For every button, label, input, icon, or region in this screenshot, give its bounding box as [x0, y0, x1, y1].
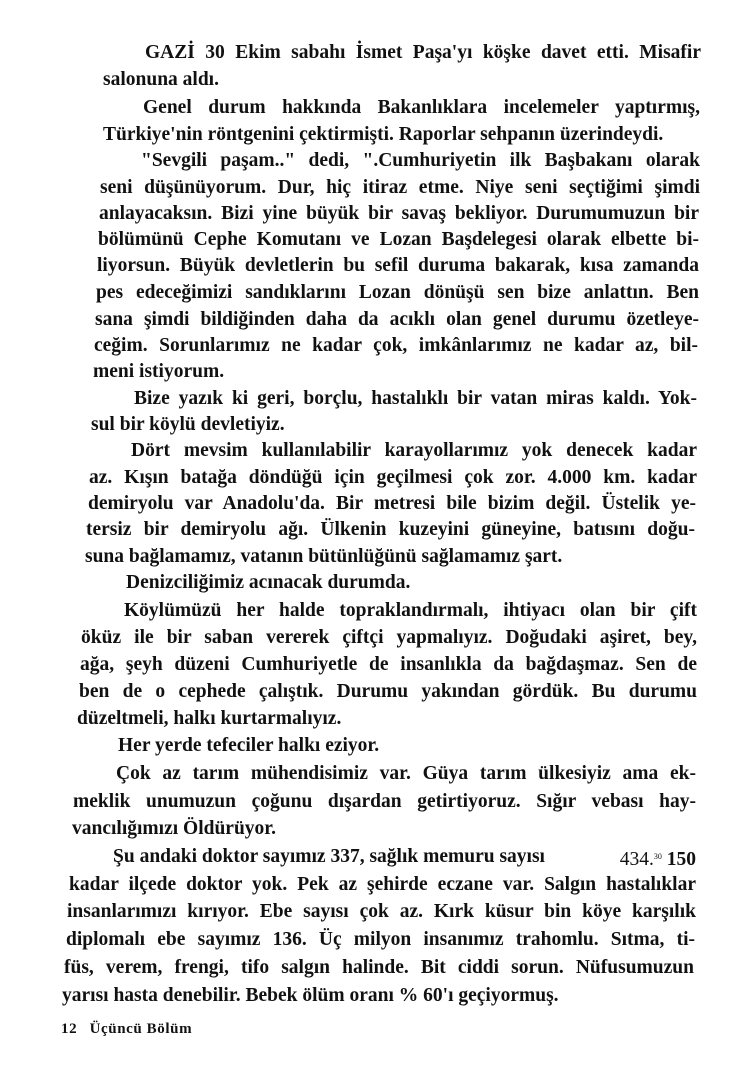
number: 434.	[619, 849, 654, 870]
text-line: ben de o cephede çalıştık. Durumu yakından gördük. Bu durumu	[79, 681, 697, 702]
page-footer	[61, 1021, 192, 1038]
text-segment: Şu andaki doktor sayımız 337, sağlık memuru sayısı	[113, 846, 545, 867]
text-line: Köylümüzü her halde topraklandırmalı, ihtiyacı olan bir çift	[124, 600, 697, 621]
text-line: Denizciliğimiz acınacak durumda.	[126, 572, 411, 593]
text-line: meklik unumuzun çoğunu dışardan getirtiyoruz. Sığır vebası hay-	[73, 791, 696, 812]
footnote-ref[interactable]: 30	[653, 852, 662, 861]
text-line: Dört mevsim kullanılabilir karayollarımız yok denecek kadar	[131, 440, 697, 461]
text-line: Her yerde tefeciler halkı eziyor.	[118, 735, 380, 756]
text-line	[113, 845, 696, 872]
text-line: suna bağlamamız, vatanın bütünlüğünü sağlamamız şart.	[85, 546, 563, 567]
text-line: vancılığımızı Öldürüyor.	[72, 818, 277, 839]
text-line: düzeltmeli, halkı kurtarmalıyız.	[77, 708, 342, 729]
text-line: demiryolu var Anadolu'da. Bir metresi bile bizim değil. Üstelik ye-	[88, 493, 696, 514]
number: 150	[666, 849, 696, 870]
text-line: ağa, şeyh düzeni Cumhuriyetle de insanlıkla da bağdaşmaz. Sen de	[80, 654, 697, 675]
text-line: diplomalı ebe sayımız 136. Üç milyon insanımız trahomlu. Sıtma, ti-	[66, 929, 695, 950]
section-title: Üçüncü Bölüm	[89, 1021, 193, 1037]
text-line: bölümünü Cephe Komutanı ve Lozan Başdelegesi olarak elbette bi-	[98, 229, 699, 250]
text-line: Genel durum hakkında Bakanlıklara incelemeler yaptırmış,	[143, 97, 700, 118]
text-line: insanlarımızı kırıyor. Ebe sayısı çok az. Kırk küsur bin köye karşılık	[67, 901, 696, 922]
text-line: salonuna aldı.	[103, 69, 219, 90]
text-line: "Sevgili paşam.." dedi, ".Cumhuriyetin ilk Başbakanı olarak	[141, 150, 700, 171]
text-line: seni düşünüyorum. Dur, hiç itiraz etme. Niye seni seçtiğimi şimdi	[100, 177, 700, 198]
text-line: GAZİ 30 Ekim sabahı İsmet Paşa'yı köşke davet etti. Misafir	[145, 42, 701, 63]
text-line: yarısı hasta denebilir. Bebek ölüm oranı % 60'ı geçiyormuş.	[62, 985, 559, 1006]
text-line: ceğim. Sorunlarımız ne kadar çok, imkânlarımız ne kadar az, bil-	[94, 335, 698, 356]
page-number: 12	[61, 1021, 78, 1037]
text-line: liyorsun. Büyük devletlerin bu sefil duruma bakarak, kısa zamanda	[97, 255, 699, 276]
text-line: füs, verem, frengi, tifo salgın halinde. Bit ciddi sorun. Nüfusumuzun	[64, 957, 694, 978]
text-line: tersiz bir demiryolu ağı. Ülkenin kuzeyini güneyine, batısını doğu-	[86, 519, 695, 540]
text-line: sana şimdi bildiğinden daha da acıklı olan genel durumu özetleye-	[95, 309, 699, 330]
number-with-footnote	[620, 845, 696, 872]
text-line: anlayacaksın. Bizi yine büyük bir savaş bekliyor. Durumumuzun bir	[99, 203, 699, 224]
text-line: Bize yazık ki geri, borçlu, hastalıklı bir vatan miras kaldı. Yok-	[134, 388, 697, 409]
text-line: az. Kışın batağa döndüğü için geçilmesi çok zor. 4.000 km. kadar	[89, 467, 697, 488]
text-line: öküz ile bir saban vererek çiftçi yapmalıyız. Doğudaki aşiret, bey,	[81, 627, 697, 648]
text-line: kadar ilçede doktor yok. Pek az şehirde eczane var. Salgın hastalıklar	[69, 874, 696, 895]
text-line: Çok az tarım mühendisimiz var. Güya tarım ülkesiyiz ama ek-	[116, 763, 696, 784]
text-line: meni istiyorum.	[93, 361, 225, 382]
text-line: pes edeceğimizi sandıklarını Lozan dönüşü sen bize anlattın. Ben	[96, 282, 699, 303]
text-line: Türkiye'nin röntgenini çektirmişti. Raporlar sehpanın üzerindeydi.	[103, 124, 664, 145]
text-line: sul bir köylü devletiyiz.	[91, 414, 285, 435]
